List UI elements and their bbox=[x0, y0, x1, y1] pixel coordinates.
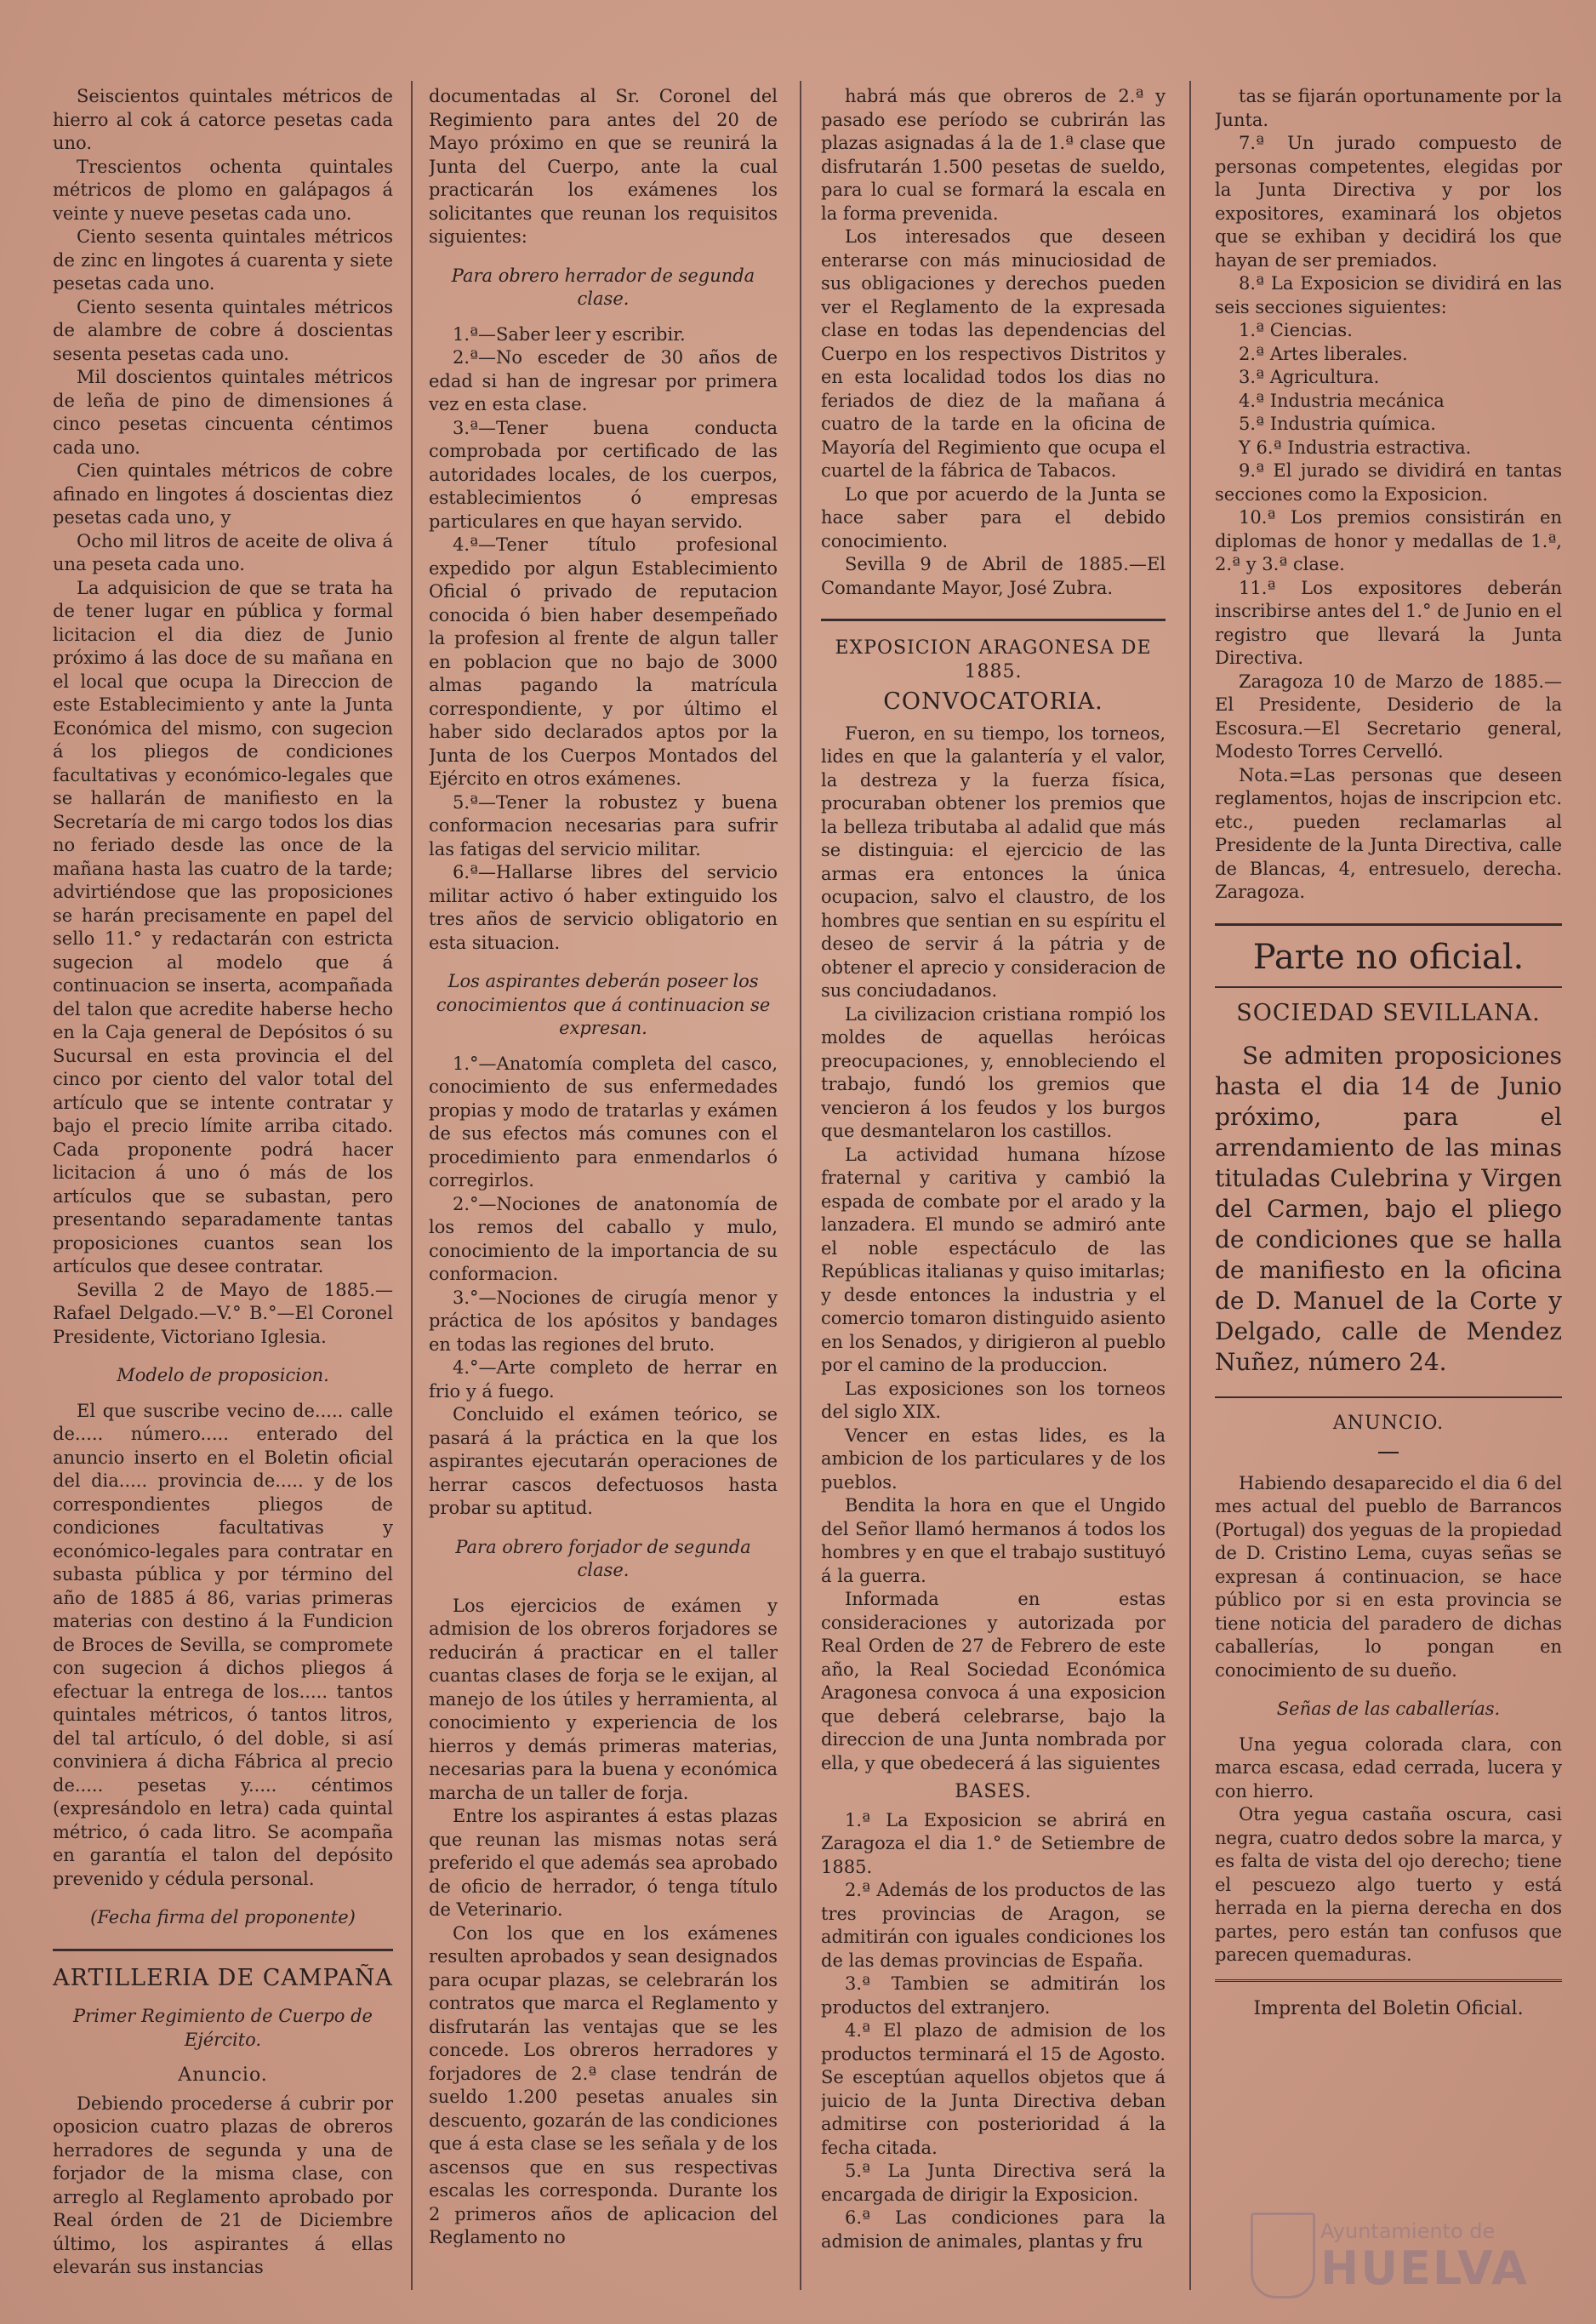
paragraph: Sevilla 9 de Abril de 1885.—El Comandante Mayor, José Zubra. bbox=[821, 554, 1166, 598]
requirement-item: 5.ª—Tener la robustez y buena conformacion necesarias para sufrir las fatigas del servicio militar. bbox=[429, 791, 778, 859]
section-divider bbox=[1215, 1979, 1562, 1985]
paragraph: Fueron, en su tiempo, los torneos, lides en que la galantería y el valor, la destreza y la fuerza física, procuraban obtener los premios que la belleza tributaba al adalid que más se distinguia: el ejercicio de las armas era entonces la única ocupacion, salvo el claustro, de los hombres que sentian en su espíritu el deseo de servir á la pátria y de obtener el aprecio y consideracion de sus conciudadanos. bbox=[821, 722, 1166, 1001]
paragraph: Vencer en estas lides, es la ambicion de los particulares y de los pueblos. bbox=[821, 1425, 1166, 1493]
seccion-item: 1.ª Ciencias. bbox=[1239, 320, 1353, 340]
paragraph: Seiscientos quintales métricos de hierro al cok á catorce pesetas cada uno. bbox=[53, 86, 393, 153]
anuncio-heading: Anuncio. bbox=[178, 2064, 268, 2086]
forjador-title: Para obrero forjador de segunda clase. bbox=[455, 1536, 751, 1580]
aspirantes-title: Los aspirantes deberán poseer los conocimientos que á continuacion se expresan. bbox=[436, 971, 771, 1038]
paragraph: Las exposiciones son los torneos del siglo XIX. bbox=[821, 1378, 1166, 1422]
paragraph: Los interesados que deseen enterarse con más minuciosidad de sus obligaciones y derechos pueden ver el Reglamento de la expresada clase en todas las dependencias del Cuerpo en los respectivos Distritos y en esta localidad todos los dias no feriados de diez de la mañana á cuatro de la tarde en la oficina de Mayoría del Regimiento que ocupa el cuartel de la fábrica de Tabacos. bbox=[821, 226, 1166, 481]
knowledge-item: 2.°—Nociones de anatonomía de los remos del caballo y mulo, conocimiento de la importancia de su conformacion. bbox=[429, 1193, 778, 1284]
anuncio-text: Habiendo desaparecido el dia 6 del mes actual del pueblo de Barrancos (Portugal) dos yeguas de la propiedad de D. Cristino Lema, cuyas señas se expresan á continuacion, se hace público por si en esta provincia se tiene noticia del paradero de dichas caballerías, lo pongan en conocimiento de su dueño. bbox=[1215, 1472, 1562, 1681]
base-item: 6.ª Las condiciones para la admision de animales, plantas y fru bbox=[821, 2207, 1166, 2252]
sociedad-heading: SOCIEDAD SEVILLANA. bbox=[1236, 1000, 1541, 1026]
paragraph: Trescientos ochenta quintales métricos de plomo en galápagos á veinte y nueve pesetas cada uno. bbox=[53, 156, 393, 224]
imprenta: Imprenta del Boletin Oficial. bbox=[1253, 1997, 1524, 2019]
watermark-line1: Ayuntamiento de bbox=[1320, 2219, 1496, 2243]
column-3 bbox=[821, 85, 1166, 2290]
watermark-seal bbox=[1251, 2213, 1591, 2306]
regimiento-subtitle: Primer Regimiento de Cuerpo de Ejército. bbox=[73, 2006, 373, 2050]
paragraph: 7.ª Un jurado compuesto de personas competentes, elegidas por la Junta Directiva y por los expositores, examinará los objetos que se exhiban y decidirá los que hayan de ser premiados. bbox=[1215, 133, 1562, 271]
base-item: 2.ª Además de los productos de las tres provincias de Aragon, se admitirán con iguales condiciones los de las demas provincias de España. bbox=[821, 1880, 1166, 1971]
intro-text: documentadas al Sr. Coronel del Regimiento para antes del 20 de Mayo próximo en que se reunirá la Junta del Cuerpo, ante la cual practicarán los exámenes los solicitantes que reunan los requisitos siguientes: bbox=[429, 86, 778, 247]
paragraph: Informada en estas consideraciones y autorizada por Real Orden de 27 de Febrero de este año, la Real Sociedad Económica Aragonesa convoca á una exposicion que deberá celebrarse, bajo la direccion de una Junta nombrada por ella, y que obedecerá á las siguientes bbox=[821, 1589, 1166, 1773]
herrador-title: Para obrero herrador de segunda clase. bbox=[451, 265, 755, 309]
sociedad-notice: Se admiten proposiciones hasta el dia 14 de Junio próximo, para el arrendamiento de las minas tituladas Culebrina y Virgen del Carmen, bajo el pliego de condiciones que se halla de manifiesto en la oficina de D. Manuel de la Corte y Delgado, calle de Mendez Nuñez, número 24. bbox=[1215, 1041, 1562, 1376]
knowledge-item: 3.°—Nociones de cirugía menor y práctica de los apósitos y bandages en todas las regiones del bruto. bbox=[429, 1287, 778, 1355]
paragraph: Sevilla 2 de Mayo de 1885.—Rafael Delgado.—V.° B.°—El Coronel Presidente, Victoriano Iglesia. bbox=[53, 1279, 393, 1347]
paragraph: Mil doscientos quintales métricos de leña de pino de dimensiones á cinco pesetas cincuenta céntimos cada uno. bbox=[53, 367, 393, 458]
section-divider bbox=[53, 1949, 393, 1951]
base-item: 5.ª La Junta Directiva será la encargada de dirigir la Exposicion. bbox=[821, 2161, 1166, 2205]
paragraph: 9.ª El jurado se dividirá en tantas secciones como la Exposicion. bbox=[1215, 460, 1562, 505]
paragraph: Los ejercicios de exámen y admision de los obreros forjadores se reducirán á practicar en el taller cuantas clases de forja se le exijan, al manejo de los útiles y herramienta, al conocimiento y experiencia de los hierros y demás primeras materias, necesarias para la buena y económica marcha de un taller de forja. bbox=[429, 1595, 778, 1803]
column-2 bbox=[429, 85, 778, 2290]
section-divider bbox=[1215, 986, 1562, 988]
base-item: 4.ª El plazo de admision de los productos terminará el 15 de Agosto. Se esceptúan aquellos objetos que á juicio de la Junta Directiva deban admitirse con posterioridad á la fecha citada. bbox=[821, 2020, 1166, 2158]
modelo-title: Modelo de proposicion. bbox=[117, 1365, 329, 1385]
fecha-firma: (Fecha firma del proponente) bbox=[90, 1907, 356, 1927]
seccion-item: Y 6.ª Industria estractiva. bbox=[1239, 437, 1472, 458]
paragraph: 8.ª La Exposicion se dividirá en las seis secciones siguientes: bbox=[1215, 273, 1562, 317]
bases-heading: BASES. bbox=[955, 1781, 1032, 1802]
modelo-text: El que suscribe vecino de..... calle de..... número..... enterado del anuncio inserto en el Boletin oficial del dia..... provincia de..... y de los correspondientes pliegos de condiciones facultativas y económico-legales para contratar en subasta pública y por término del año de 1885 á 86, varias primeras materias con destino á la Fundicion de Broces de Sevilla, se compromete con sugecion á dichos pliegos á efectuar la entrega de los..... tantos quintales métricos, ó tantos litros, del tal artículo, ó del doble, si así conviniera á dicha Fábrica al precio de..... pesetas y..... céntimos (expresándolo en letra) cada quintal métrico, ó cada litro. Se acompaña en garantía el talon del depósito prevenido y cédula personal. bbox=[53, 1400, 393, 1889]
seccion-item: 4.ª Industria mecánica bbox=[1239, 390, 1445, 411]
nota: Nota.=Las personas que deseen reglamentos, hojas de inscripcion etc. etc., pueden reclamarlas al Presidente de la Junta Directiva, calle de Blancas, 4, entresuelo, derecha. Zaragoza. bbox=[1215, 764, 1562, 902]
requirement-item: 1.ª—Saber leer y escribir. bbox=[453, 323, 686, 345]
knowledge-item: 4.°—Arte completo de herrar en frio y á fuego. bbox=[429, 1357, 778, 1402]
anuncio-heading: ANUNCIO. bbox=[1332, 1412, 1445, 1434]
paragraph: 11.ª Los expositores deberán inscribirse antes del 1.° de Junio en el registro que llevará la Junta Directiva. bbox=[1215, 577, 1562, 668]
paragraph: Ciento sesenta quintales métricos de alambre de cobre á doscientas sesenta pesetas cada uno. bbox=[53, 296, 393, 364]
convocatoria-heading: CONVOCATORIA. bbox=[883, 688, 1103, 715]
knowledge-item: Concluido el exámen teórico, se pasará á la práctica en la que los aspirantes ejecutarán operaciones de herrar cascos defectuosos hasta probar su aptitud. bbox=[429, 1404, 778, 1518]
base-item: 1.ª La Exposicion se abrirá en Zaragoza el dia 1.° de Setiembre de 1885. bbox=[821, 1809, 1166, 1877]
paragraph: Con los que en los exámenes resulten aprobados y sean designados para ocupar plazas, se celebrarán los contratos que marca el Reglamento y disfrutarán las ventajas que se les concede. Los obreros herradores y forjadores de 2.ª clase tendrán de sueldo 1.200 pesetas anuales sin descuento, gozarán de las condiciones que á esta clase se les señala y de los ascensos que en sus respectivas escalas les corresponda. Durante los 2 primeros años de aplicacion del Reglamento no bbox=[429, 1922, 778, 2247]
artilleria-heading: ARTILLERIA DE CAMPAÑA bbox=[53, 1964, 393, 1991]
watermark-line2: HUELVA bbox=[1320, 2241, 1529, 2295]
column-4 bbox=[1215, 85, 1562, 2290]
requirement-item: 6.ª—Hallarse libres del servicio militar activo ó haber extinguido los tres años de servicio obligatorio en esta situacion. bbox=[429, 862, 778, 953]
expo-title: EXPOSICION ARAGONESA DE 1885. bbox=[835, 637, 1152, 682]
paragraph: Zaragoza 10 de Marzo de 1885.—El Presidente, Desiderio de la Escosura.—El Secretario general, Modesto Torres Cervelló. bbox=[1215, 671, 1562, 762]
paragraph: Cien quintales métricos de cobre afinado en lingotes á doscientas diez pesetas cada uno, y bbox=[53, 460, 393, 528]
seccion-item: 5.ª Industria química. bbox=[1239, 414, 1436, 434]
section-divider bbox=[1215, 923, 1562, 926]
column-1 bbox=[53, 85, 393, 2290]
paragraph: 10.ª Los premios consistirán en diplomas de honor y medallas de 1.ª, 2.ª y 3.ª clase. bbox=[1215, 507, 1562, 574]
requirement-item: 2.ª—No esceder de 30 años de edad si han de ingresar por primera vez en esta clase. bbox=[429, 347, 778, 414]
paragraph: Entre los aspirantes á estas plazas que reunan las mismas notas será preferido el que además sea aprobado de oficio de herrador, ó tenga título de Veterinario. bbox=[429, 1806, 778, 1920]
senas-item: Una yegua colorada clara, con marca escasa, edad cerrada, lucera y con hierro. bbox=[1215, 1733, 1562, 1802]
parte-no-oficial-heading: Parte no oficial. bbox=[1252, 937, 1525, 977]
anuncio-text: Debiendo procederse á cubrir por oposicion cuatro plazas de obreros herradores de segunda y una de forjador de la misma clase, con arreglo al Reglamento aprobado por Real órden de 21 de Diciembre último, los aspirantes á ellas elevarán sus instancias bbox=[53, 2093, 393, 2277]
column-rule bbox=[411, 81, 413, 2290]
paragraph: tas se fijarán oportunamente por la Junta. bbox=[1215, 86, 1562, 130]
paragraph: La actividad humana hízose fraternal y caritiva y cambió la espada de combate por el arado y la lanzadera. El mundo se admiró ante el noble espectáculo de las Repúblicas italianas y quiso imitarlas; y desde entonces la industria y el comercio tomaron distinguido asiento en los Senados, y dirigieron al pueblo por el camino de la produccion. bbox=[821, 1144, 1166, 1375]
paragraph: Ocho mil litros de aceite de oliva á una peseta cada uno. bbox=[53, 530, 393, 574]
column-rule bbox=[1189, 81, 1191, 2290]
paragraph: habrá más que obreros de 2.ª y pasado ese período se cubrirán las plazas asignadas á la de 1.ª clase que disfrutarán 1.500 pesetas de sueldo, para lo cual se formará la escala en la forma prevenida. bbox=[821, 86, 1166, 224]
senas-title: Señas de las caballerías. bbox=[1276, 1699, 1501, 1719]
knowledge-item: 1.°—Anatomía completa del casco, conocimiento de sus enfermedades propias y modo de tratarlas y exámen de sus efectos más comunes con el procedimiento para enmendarlos ó corregirlos. bbox=[429, 1053, 778, 1191]
senas-item: Otra yegua castaña oscura, casi negra, cuatro dedos sobre la marca, y es falta de vista del ojo derecho; tiene el pescuezo algo tuerto y está herrada en la pierna derecha en dos partes, pero están tan confusos que parecen quemaduras. bbox=[1215, 1804, 1562, 1965]
requirement-item: 4.ª—Tener título profesional expedido por algun Establecimiento Oficial ó privado de reputacion conocida ó bien haber desempeñado la profesion al frente de algun taller en poblacion que no bajo de 3000 almas pagando la matrícula correspondiente, y por último el haber sido declarados aptos por la Junta de los Cuerpos Montados del Ejército en otros exámenes. bbox=[429, 534, 778, 789]
paragraph: Bendita la hora en que el Ungido del Señor llamó hermanos á todos los hombres y en que el trabajo sustituyó á la guerra. bbox=[821, 1495, 1166, 1586]
paragraph: La adquisicion de que se trata ha de tener lugar en pública y formal licitacion el dia diez de Junio próximo á las doce de su mañana en el local que ocupa la Direccion de este Establecimiento y ante la Junta Económica del mismo, con sugecion á los pliegos de condiciones facultativas y económico-legales que se hallarán de manifiesto en la Secretaría de mi cargo todos los dias no feriado desde las once de la mañana hasta las cuatro de la tarde; advirtiéndose que las proposiciones se harán precisamente en papel del sello 11.° y redactarán con estricta sugecion al modelo que á continuacion se inserta, acompañada del talon que acredite haberse hecho en la Caja general de Depósitos ó su Sucursal en esta provincia el del cinco por ciento del valor total del artículo que se intente contratar y bajo el precio límite arriba citado. Cada proponente podrá hacer licitacion á uno ó más de los artículos que se subastan, pero presentando separadamente tantas proposiciones cuantos sean los artículos que desee contratar. bbox=[53, 577, 393, 1276]
seccion-item: 3.ª Agricultura. bbox=[1239, 367, 1380, 387]
short-dash bbox=[1215, 1440, 1562, 1464]
paragraph: Lo que por acuerdo de la Junta se hace saber para el debido conocimiento. bbox=[821, 483, 1166, 551]
paragraph: Ciento sesenta quintales métricos de zinc en lingotes á cuarenta y siete pesetas cada uno. bbox=[53, 226, 393, 294]
coat-of-arms-icon bbox=[1251, 2213, 1315, 2298]
requirement-item: 3.ª—Tener buena conducta comprobada por certificado de las autoridades locales, de los cuerpos, establecimientos ó empresas particulares en que hayan servido. bbox=[429, 417, 778, 532]
section-divider bbox=[1215, 1396, 1562, 1398]
seccion-item: 2.ª Artes liberales. bbox=[1239, 343, 1408, 364]
section-divider bbox=[821, 619, 1166, 621]
paragraph: La civilizacion cristiana rompió los moldes de aquellas heróicas preocupaciones, y, ennobleciendo el trabajo, fundó los gremios que vencieron á los feudos y los burgos que desmantelaron los castillos. bbox=[821, 1003, 1166, 1141]
base-item: 3.ª Tambien se admitirán los productos del extranjero. bbox=[821, 1973, 1166, 2018]
column-rule bbox=[800, 81, 801, 2290]
